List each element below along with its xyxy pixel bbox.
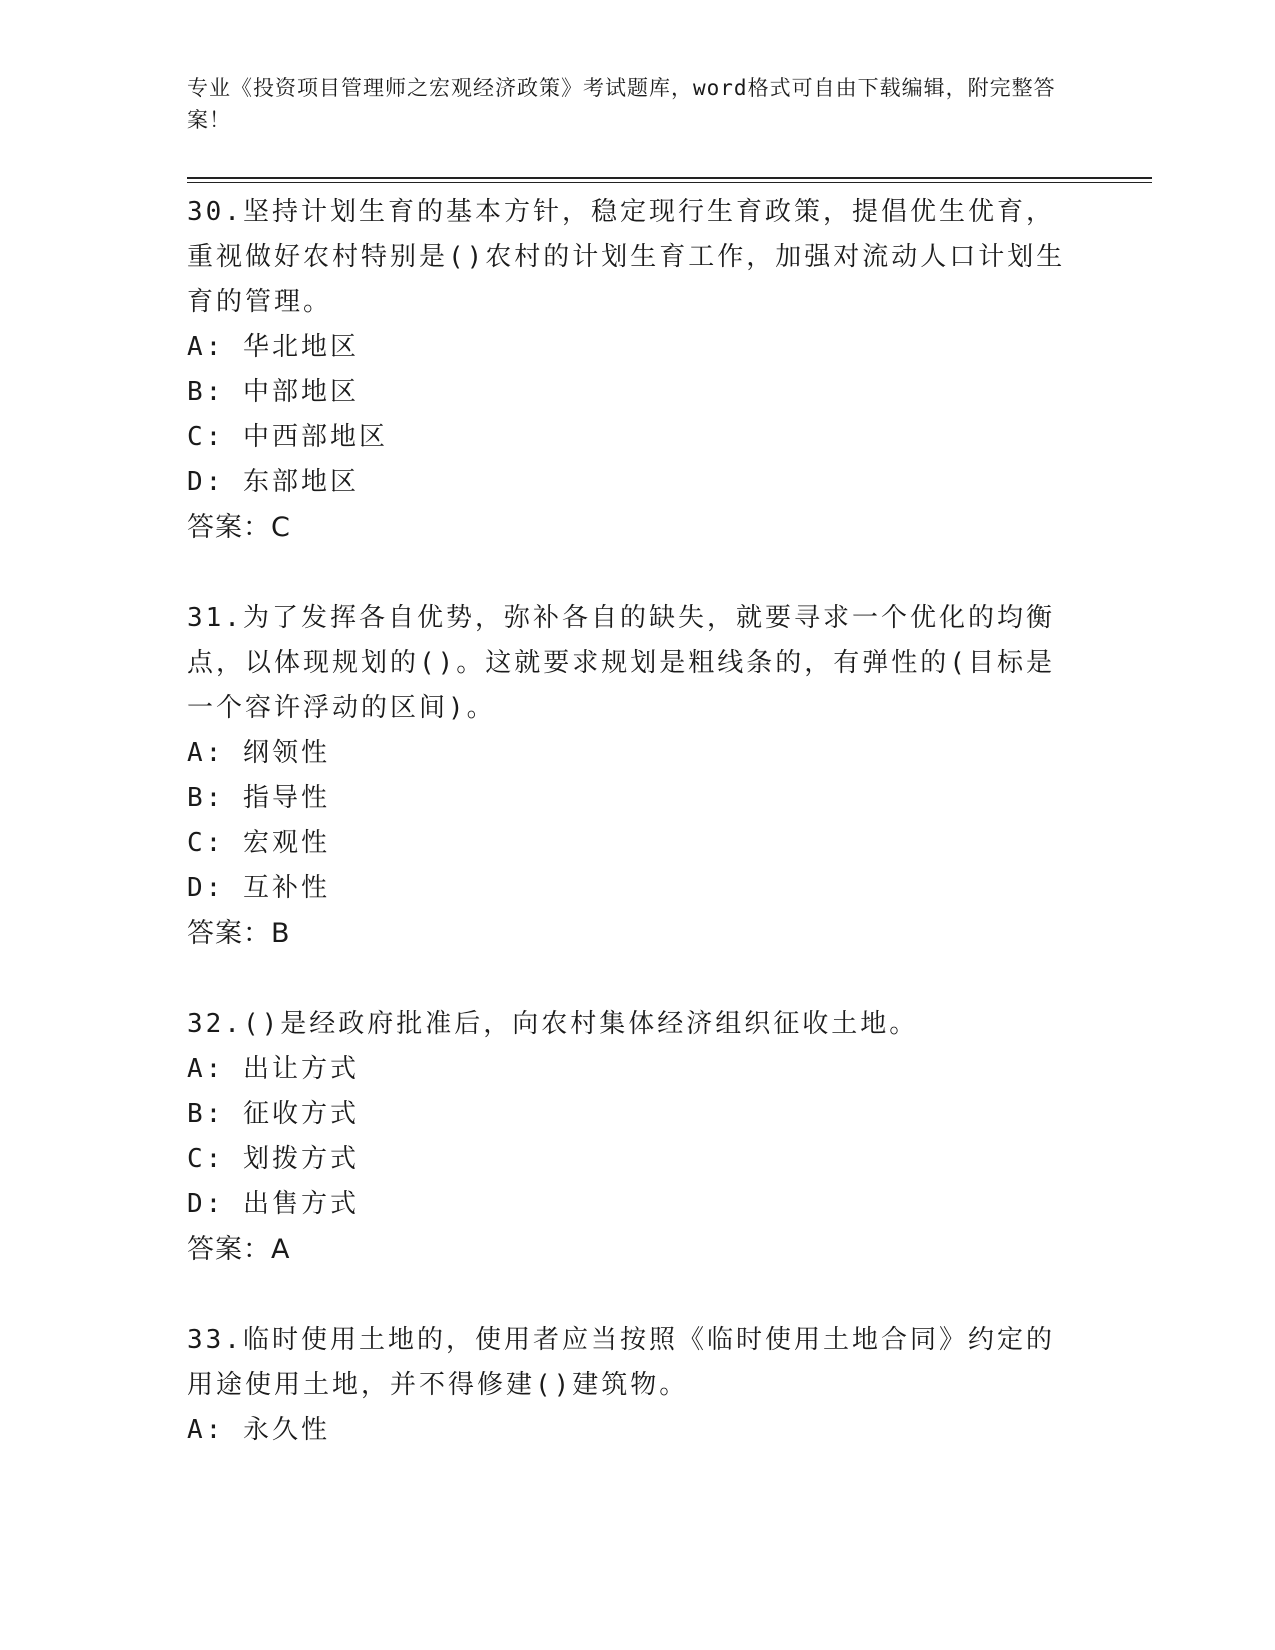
header-note: 专业《投资项目管理师之宏观经济政策》考试题库，word格式可自由下载编辑，附完整答案！ — [187, 76, 1056, 132]
option-c: C: 宏观性 — [187, 828, 330, 858]
header-divider-thin — [187, 182, 1152, 183]
option-b: B: 征收方式 — [187, 1099, 359, 1129]
question-list — [187, 190, 1077, 1499]
option-a: A: 华北地区 — [187, 332, 359, 362]
header-divider — [187, 177, 1152, 179]
question-30 — [187, 190, 1077, 550]
answer: 答案：A — [187, 1234, 291, 1265]
option-d: D: 出售方式 — [187, 1189, 359, 1219]
question-33 — [187, 1318, 1077, 1453]
question-31 — [187, 596, 1077, 956]
option-a: A: 永久性 — [187, 1415, 330, 1445]
option-d: D: 互补性 — [187, 873, 330, 903]
answer: 答案：C — [187, 512, 291, 543]
question-stem: 32.()是经政府批准后，向农村集体经济组织征收土地。 — [187, 1009, 919, 1039]
question-stem: 33.临时使用土地的，使用者应当按照《临时使用土地合同》约定的用途使用土地，并不得修建()建筑物。 — [187, 1325, 1055, 1400]
option-a: A: 纲领性 — [187, 738, 330, 768]
option-b: B: 中部地区 — [187, 377, 359, 407]
answer: 答案：B — [187, 918, 291, 949]
option-b: B: 指导性 — [187, 783, 330, 813]
option-d: D: 东部地区 — [187, 467, 359, 497]
question-32 — [187, 1002, 1077, 1272]
option-a: A: 出让方式 — [187, 1054, 359, 1084]
option-c: C: 划拨方式 — [187, 1144, 359, 1174]
question-stem: 31.为了发挥各自优势，弥补各自的缺失，就要寻求一个优化的均衡点，以体现规划的()。这就要求规划是粗线条的，有弹性的(目标是一个容许浮动的区间)。 — [187, 603, 1055, 723]
question-stem: 30.坚持计划生育的基本方针，稳定现行生育政策，提倡优生优育，重视做好农村特别是()农村的计划生育工作，加强对流动人口计划生育的管理。 — [187, 197, 1066, 317]
option-c: C: 中西部地区 — [187, 422, 388, 452]
